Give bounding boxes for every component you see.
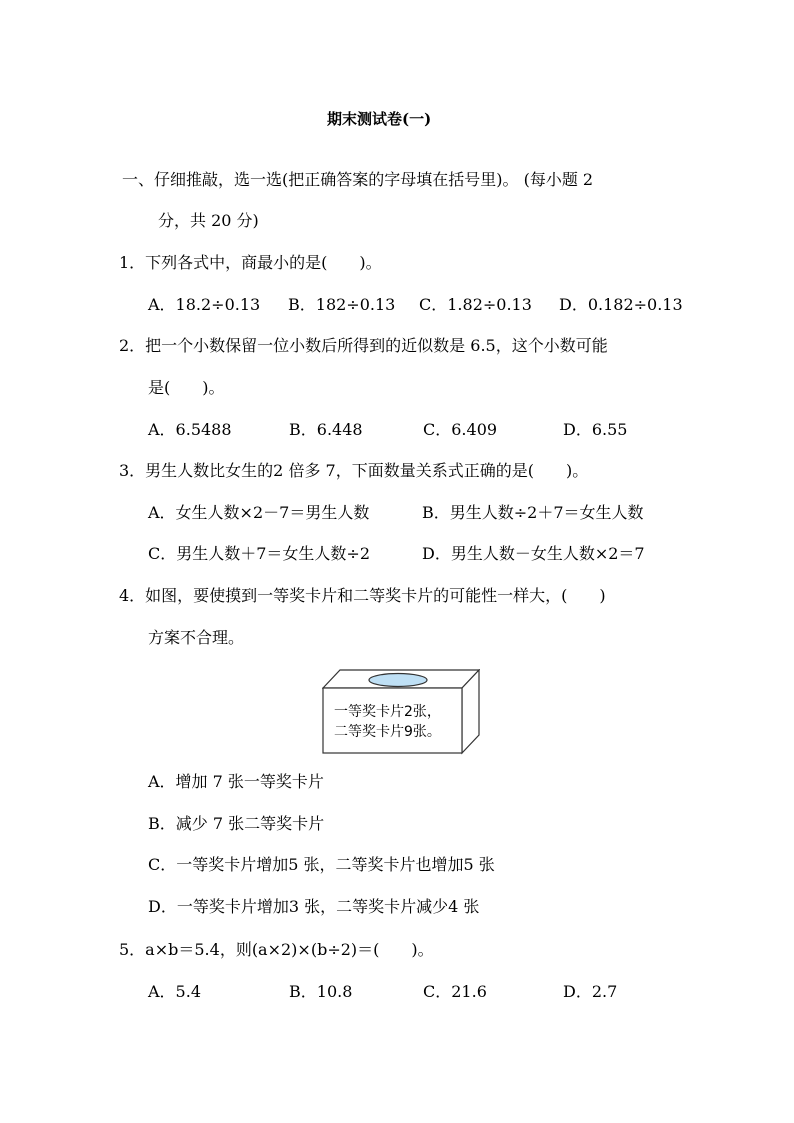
section-heading-cont: 分，共 20 分) — [158, 211, 259, 230]
question-4-stem-cont: 方案不合理。 — [148, 628, 245, 647]
question-3-stem: 3．男生人数比女生的2 倍多 7，下面数量关系式正确的是( )。 — [119, 461, 589, 480]
q4-option-a: A．增加 7 张一等奖卡片 — [148, 772, 324, 791]
q4-option-d: D．一等奖卡片增加3 张，二等奖卡片减少4 张 — [148, 897, 480, 916]
box-label-line-2: 二等奖卡片9张。 — [334, 724, 441, 740]
q5-option-a: A．5.4 — [148, 982, 202, 1001]
lottery-box-figure — [322, 669, 480, 755]
q5-option-d: D．2.7 — [563, 982, 618, 1001]
question-2-stem-cont: 是( )。 — [148, 378, 225, 397]
box-label-line-1: 一等奖卡片2张， — [334, 704, 441, 720]
q2-option-b: B．6.448 — [289, 420, 363, 439]
q4-option-b: B．减少 7 张二等奖卡片 — [148, 814, 325, 833]
question-5-stem: 5．a×b＝5.4，则(a×2)×(b÷2)＝( )。 — [119, 940, 434, 959]
q2-option-c: C．6.409 — [423, 420, 498, 439]
q2-option-a: A．6.5488 — [148, 420, 232, 439]
box-label — [334, 702, 441, 742]
q1-option-a: A．18.2÷0.13 — [148, 295, 261, 314]
q3-option-a: A．女生人数×2－7＝男生人数 — [148, 503, 370, 522]
q5-option-b: B．10.8 — [289, 982, 353, 1001]
question-2-stem: 2．把一个小数保留一位小数后所得到的近似数是 6.5，这个小数可能 — [119, 336, 608, 355]
q5-option-c: C．21.6 — [423, 982, 487, 1001]
q2-option-d: D．6.55 — [563, 420, 628, 439]
question-1-stem: 1．下列各式中，商最小的是( )。 — [119, 253, 382, 272]
q1-option-b: B．182÷0.13 — [288, 295, 396, 314]
q1-option-d: D．0.182÷0.13 — [559, 295, 683, 314]
box-opening — [369, 674, 427, 687]
q4-option-c: C．一等奖卡片增加5 张，二等奖卡片也增加5 张 — [148, 855, 495, 874]
section-heading: 一、仔细推敲，选一选(把正确答案的字母填在括号里)。 (每小题 2 — [122, 170, 594, 189]
q3-option-b: B．男生人数÷2＋7＝女生人数 — [422, 503, 644, 522]
q3-option-d: D．男生人数－女生人数×2＝7 — [422, 544, 645, 563]
q3-option-c: C．男生人数＋7＝女生人数÷2 — [148, 544, 371, 563]
q1-option-c: C．1.82÷0.13 — [419, 295, 532, 314]
page-title: 期末测试卷(一) — [327, 110, 432, 128]
question-4-stem: 4．如图，要使摸到一等奖卡片和二等奖卡片的可能性一样大，( ) — [119, 586, 606, 605]
